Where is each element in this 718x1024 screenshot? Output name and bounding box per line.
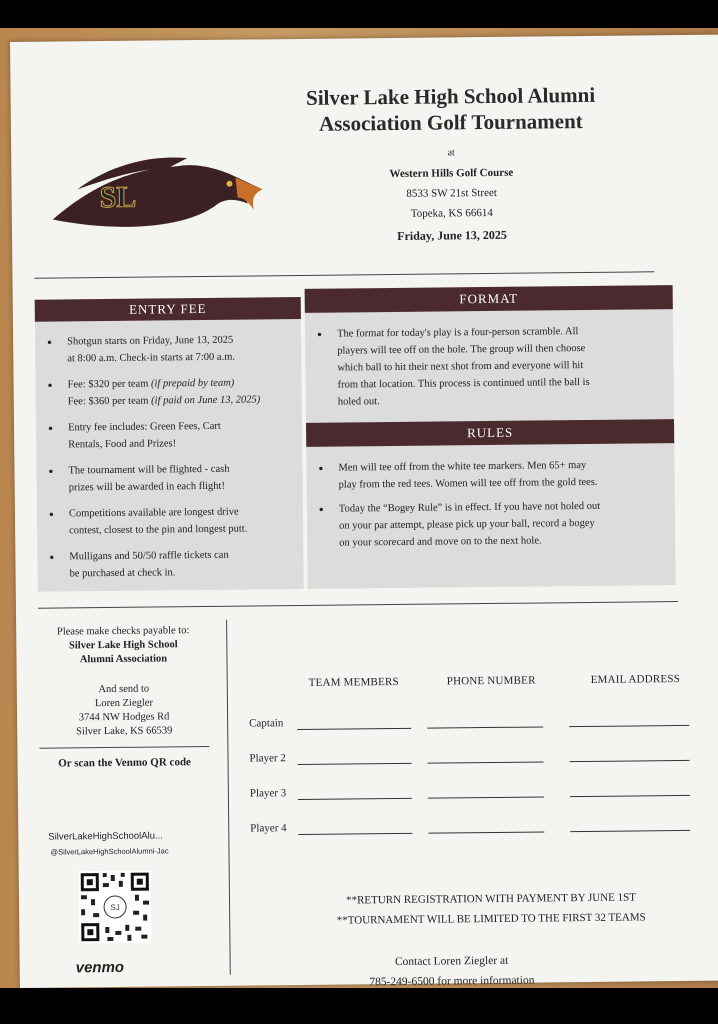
- format-text: ● The format for today's play is a four-person scramble. All players will tee off on the hole. The group will then choose which ball to hit their next shot from and everyone will hit from that location. This process is continued until the ball is holed out.: [305, 322, 664, 411]
- email-line[interactable]: [570, 795, 690, 797]
- format-rules-section: [305, 285, 676, 589]
- format-heading: FORMAT: [305, 285, 673, 313]
- list-item: ● The tournament will be flighted - cash prizes will be awarded in each flight!: [36, 460, 302, 497]
- column-header-email: EMAIL ADDRESS: [590, 673, 681, 686]
- rules-heading: RULES: [306, 419, 674, 447]
- column-header-team: TEAM MEMBERS: [308, 675, 399, 689]
- send-to-label: And send to: [98, 683, 150, 696]
- payee-line-1: Silver Lake High School: [68, 639, 178, 652]
- venmo-id: @SilverLakeHighSchoolAlumni-Jac: [50, 846, 169, 857]
- venmo-logo: venmo: [75, 958, 125, 977]
- mail-street: 3744 NW Hodges Rd: [78, 711, 170, 724]
- mail-name: Loren Ziegler: [94, 697, 153, 710]
- payment-info: [38, 624, 210, 771]
- phone-line[interactable]: [427, 726, 543, 728]
- row-label: Player 4: [250, 822, 287, 835]
- venmo-handle: SilverLakeHighSchoolAlu...: [48, 830, 163, 843]
- list-item: ● Men will tee off from the white tee markers. Men 65+ may play from the red tees. Women will tee off from the gold tees.: [306, 456, 664, 494]
- checks-line: Please make checks payable to:: [56, 625, 190, 638]
- phone-line[interactable]: [428, 796, 544, 798]
- entry-fee-section: [35, 297, 304, 592]
- registration-row-player-4: [250, 818, 710, 843]
- payment-divider: [39, 746, 209, 749]
- list-item: ● Fee: $320 per team (if prepaid by team) Fee: $360 per team (if paid on June 13, 2025): [36, 374, 302, 411]
- column-header-phone: PHONE NUMBER: [446, 674, 536, 688]
- row-label: Player 2: [249, 752, 286, 765]
- list-item: ● Competitions available are longest drive contest, closest to the pin and longest putt.: [37, 503, 303, 540]
- list-item: ● Entry fee includes: Green Fees, Cart Rentals, Food and Prizes!: [36, 417, 302, 454]
- team-member-line[interactable]: [298, 833, 412, 835]
- list-item: ● Shotgun starts on Friday, June 13, 2025 at 8:00 a.m. Check-in starts at 7:00 a.m.: [35, 331, 301, 368]
- registration-row-captain: [249, 713, 709, 738]
- scan-instruction: Or scan the Venmo QR code: [58, 756, 191, 770]
- contact-line-2: 785-249-6500 for more information: [369, 974, 535, 989]
- entry-fee-heading: ENTRY FEE: [35, 297, 301, 322]
- phone-line[interactable]: [428, 761, 544, 763]
- registration-row-player-3: [250, 783, 710, 808]
- contact-info: [332, 950, 572, 993]
- phone-line[interactable]: [428, 831, 544, 833]
- row-label: Captain: [249, 717, 284, 730]
- mail-city: Silver Lake, KS 66539: [76, 725, 173, 738]
- email-line[interactable]: [569, 725, 689, 727]
- eagle-logo: [47, 147, 268, 239]
- registration-row-player-2: [249, 748, 709, 773]
- team-member-line[interactable]: [298, 798, 412, 800]
- email-line[interactable]: [570, 760, 690, 762]
- payee-line-2: Alumni Association: [79, 653, 168, 666]
- divider-middle: [38, 601, 678, 609]
- row-label: Player 3: [249, 787, 287, 800]
- page-title: Silver Lake High School Alumni Association Golf Tournament: [305, 82, 596, 136]
- venue-address-1: 8533 SW 21st Street: [406, 186, 497, 200]
- team-member-line[interactable]: [298, 763, 412, 765]
- team-member-line[interactable]: [297, 728, 411, 730]
- note-team-limit: **TOURNAMENT WILL BE LIMITED TO THE FIRST 32 TEAMS: [336, 911, 646, 927]
- list-item: ● Mulligans and 50/50 raffle tickets can be purchased at check in.: [37, 546, 303, 583]
- venue-block: [261, 161, 642, 247]
- contact-line-1: Contact Loren Ziegler at: [394, 954, 509, 969]
- note-return-deadline: **RETURN REGISTRATION WITH PAYMENT BY JUNE 1ST: [345, 891, 636, 907]
- venue-name: Western Hills Golf Course: [389, 166, 514, 181]
- column-divider: [226, 620, 231, 975]
- email-line[interactable]: [570, 830, 690, 832]
- list-item: ● Today the “Bogey Rule” is in effect. If you have not holed out on your par attempt, please pick up your ball, record a bogey on your scorecard and move on to the next hole.: [307, 497, 666, 552]
- qr-center-label: SJ: [110, 902, 120, 912]
- venue-address-2: Topeka, KS 66614: [410, 206, 493, 220]
- divider-top: [34, 271, 654, 278]
- flyer-page: [10, 35, 718, 988]
- venmo-qr-code[interactable]: [79, 871, 152, 944]
- logo-initials: SL: [99, 180, 137, 215]
- at-label: at: [447, 147, 455, 159]
- registration-section: [38, 615, 710, 989]
- event-date: Friday, June 13, 2025: [397, 227, 507, 243]
